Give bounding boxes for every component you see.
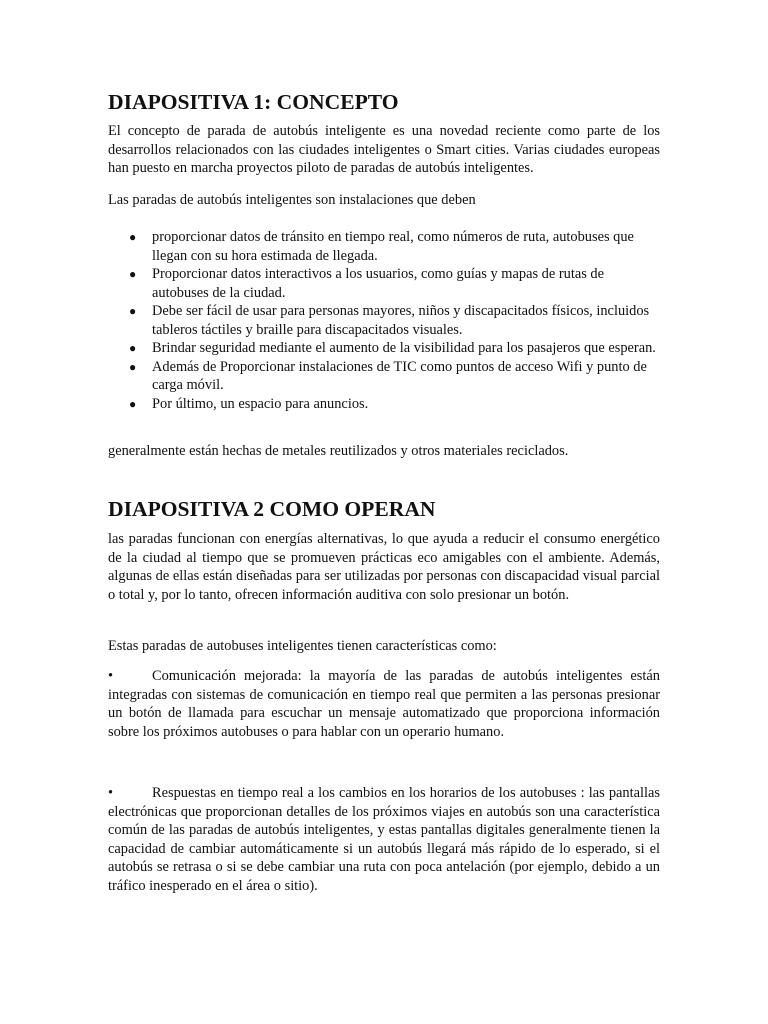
section1-closing: generalmente están hechas de metales reutilizados y otros materiales reciclados. <box>108 443 569 459</box>
list-item <box>108 395 660 414</box>
bullet-icon: ● <box>129 230 137 244</box>
list-item <box>108 339 660 358</box>
section1-lead: Las paradas de autobús inteligentes son instalaciones que deben <box>108 192 476 208</box>
bullet-icon: ● <box>129 304 137 318</box>
bullet-icon: ● <box>129 359 137 374</box>
bullet-marker: • <box>108 785 114 801</box>
bullet-marker: • <box>108 668 114 684</box>
list-item-text: Además de Proporcionar instalaciones de TIC como puntos de acceso Wifi y punto de carga móvil. <box>152 358 647 393</box>
bullet-icon: ● <box>129 396 137 411</box>
feature-text: Comunicación mejorada: la mayoría de las paradas de autobús inteligentes están integradas con sistemas de comunicación en tiempo real que permiten a las personas presionar un botón de llamada para escuchar un mensaje automatizado que proporciona información sobre los próximos autobuses o para hablar con un operario humano. <box>108 668 660 740</box>
list-item-text: Proporcionar datos interactivos a los usuarios, como guías y mapas de rutas de autobuses de la ciudad. <box>152 266 604 301</box>
section1-intro: El concepto de parada de autobús inteligente es una novedad reciente como parte de los desarrollos relacionados con las ciudades inteligentes o Smart cities. Varias ciudades europeas han puesto en marcha proyectos piloto de paradas de autobús inteligentes. <box>108 123 660 176</box>
list-item <box>108 302 660 339</box>
list-item-text: Por último, un espacio para anuncios. <box>152 395 369 412</box>
list-item <box>108 265 660 302</box>
list-item <box>108 358 660 395</box>
list-item-text: proporcionar datos de tránsito en tiempo real, como números de ruta, autobuses que llegan con su hora estimada de llegada. <box>152 229 634 264</box>
list-item <box>108 228 660 265</box>
feature-text: Respuestas en tiempo real a los cambios en los horarios de los autobuses : las pantallas electrónicas que proporcionan detalles de los próximos viajes en autobús son una característica común de las paradas de autobús inteligentes, y estas pantallas digitales generalmente tienen la capacidad de cambiar automáticamente si un autobús llegará más rápido de lo esperado, si el autobús se retrasa o si se debe cambiar una ruta con poca antelación (por ejemplo, debido a un tráfico inesperado en el área o sitio). <box>108 785 660 894</box>
section2-feature-communication <box>108 667 660 741</box>
bullet-icon: ● <box>129 267 137 281</box>
section1-heading: DIAPOSITIVA 1: CONCEPTO <box>108 90 399 114</box>
section1-bullet-list <box>108 228 660 413</box>
section2-intro: las paradas funcionan con energías alternativas, lo que ayuda a reducir el consumo energético de la ciudad al tiempo que se promueven prácticas eco amigables con el ambiente. Además, algunas de ellas están diseñadas para ser utilizadas por personas con discapacidad visual parcial o total y, por lo tanto, ofrecen información auditiva con solo presionar un botón. <box>108 531 660 603</box>
section2-feature-realtime <box>108 784 660 895</box>
section2-lead: Estas paradas de autobuses inteligentes tienen características como: <box>108 638 497 654</box>
list-item-text: Brindar seguridad mediante el aumento de la visibilidad para los pasajeros que esperan. <box>152 340 656 356</box>
list-item-text: Debe ser fácil de usar para personas mayores, niños y discapacitados físicos, incluidos tableros táctiles y braille para discapacitados visuales. <box>152 303 650 338</box>
bullet-icon: ● <box>129 341 137 355</box>
section2-heading: DIAPOSITIVA 2 COMO OPERAN <box>108 497 436 521</box>
